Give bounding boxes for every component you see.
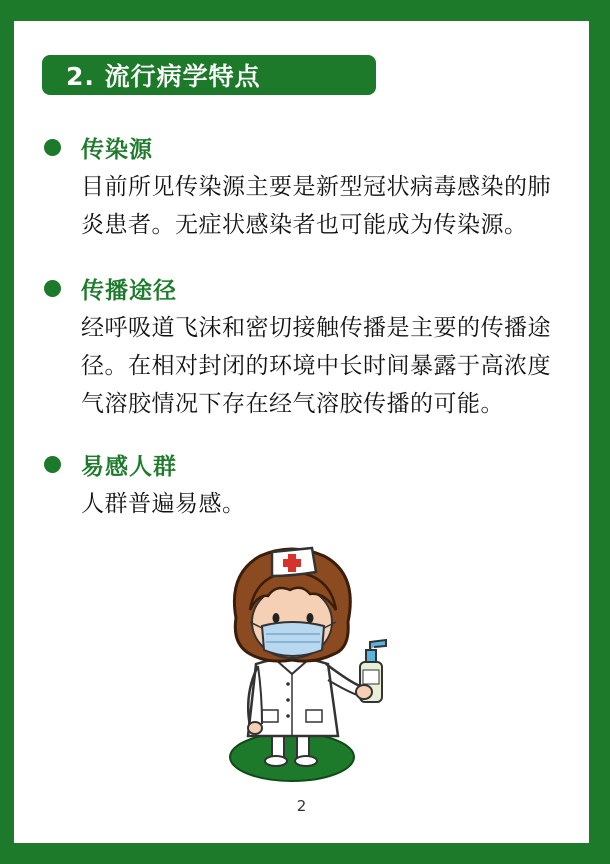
bullet-dot-icon xyxy=(44,139,61,156)
list-item-source xyxy=(44,128,571,244)
nurse-illustration xyxy=(164,514,424,789)
item-heading: 传播途径 xyxy=(81,277,177,304)
section-title: 2. 流行病学特点 xyxy=(66,62,261,91)
bullet-dot-icon xyxy=(44,280,61,297)
item-heading: 易感人群 xyxy=(81,453,177,480)
bullet-dot-icon xyxy=(44,456,61,473)
section-banner xyxy=(42,55,376,95)
item-body: 人群普遍易感。 xyxy=(81,491,246,517)
page-number: 2 xyxy=(296,797,307,815)
list-item-transmission xyxy=(44,269,571,423)
item-body: 经呼吸道飞沫和密切接触传播是主要的传播途径。在相对封闭的环境中长时间暴露于高浓度气溶胶情况下存在经气溶胶传播的可能。 xyxy=(81,315,551,417)
item-heading: 传染源 xyxy=(81,136,153,163)
page-sheet xyxy=(14,21,589,843)
list-item-susceptible xyxy=(44,445,571,523)
item-body: 目前所见传染源主要是新型冠状病毒感染的肺炎患者。无症状感染者也可能成为传染源。 xyxy=(81,174,551,238)
